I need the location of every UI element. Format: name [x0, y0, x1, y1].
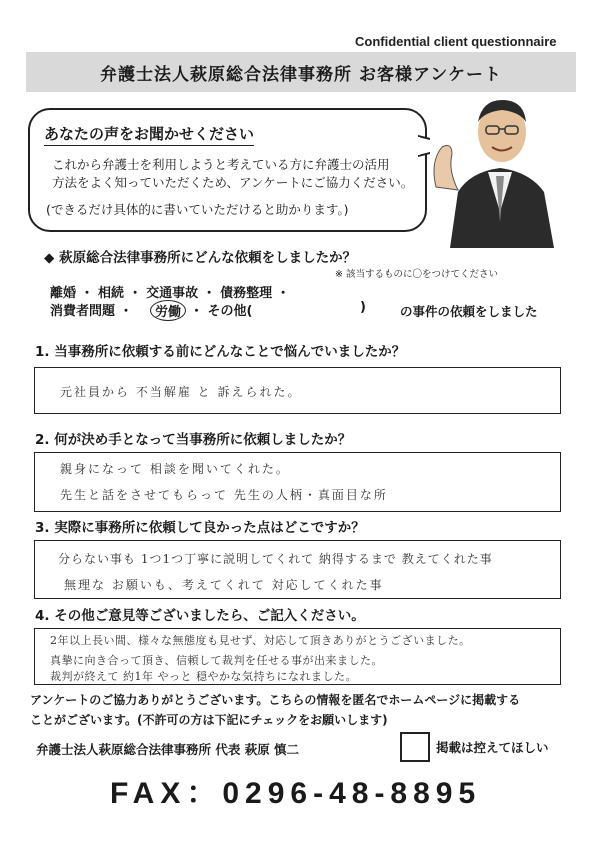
- answer-3-line-1: 分らない事も 1つ1つ丁寧に説明してくれて 納得するまで 教えてくれた事: [58, 552, 493, 566]
- firm-representative: 弁護士法人萩原総合法律事務所 代表 萩原 慎二: [36, 742, 300, 757]
- category-selected-circle[interactable]: 労働: [150, 300, 186, 321]
- title-bar: [26, 52, 576, 92]
- intro-line-1: これから弁護士を利用しようと考えている方に弁護士の活用: [52, 157, 390, 172]
- category-row-2a: 消費者問題 ・: [50, 304, 133, 319]
- answer-3-line-2: 無理な お願いも、考えてくれて 対応してくれた事: [64, 578, 384, 592]
- question-3: 3. 実際に事務所に依頼して良かった点はどこですか？: [35, 520, 365, 536]
- request-suffix: の事件の依頼をしました: [400, 304, 538, 319]
- opt-out-label: 掲載は控えてほしい: [436, 740, 549, 755]
- thanks-line-2: ことがございます。(不許可の方は下記にチェックをお願いします): [30, 713, 388, 727]
- answer-2-line-1: 親身になって 相談を聞いてくれた。: [60, 462, 290, 476]
- thanks-block: [30, 690, 572, 730]
- page-title: 弁護士法人萩原総合法律事務所 お客様アンケート: [100, 64, 502, 85]
- request-question: ◆ 萩原総合法律事務所にどんな依頼をしましたか？: [44, 250, 357, 266]
- intro-line-3: (できるだけ具体的に書いていただけると助かります。): [46, 202, 349, 217]
- answer-4-line-3: 裁判が終えて 約1年 やっと 穏やかな気持ちになれました。: [50, 670, 357, 683]
- request-note: ※ 該当するものに〇をつけてください: [335, 269, 498, 280]
- answer-2-line-2: 先生と話をさせてもらって 先生の人柄・真面目な所: [60, 488, 388, 502]
- answer-4-line-2: 真摯に向き合って頂き、信頼して裁判を任せる事が出来ました。: [50, 654, 384, 667]
- category-row-1: 離婚 ・ 相続 ・ 交通事故 ・ 債務整理 ・: [50, 286, 290, 301]
- answer-4-line-1: 2年以上長い間、様々な無態度も見せず、対応して頂きありがとうございました。: [50, 634, 471, 647]
- question-1: 1. 当事務所に依頼する前にどんなことで悩んでいましたか？: [35, 344, 406, 360]
- category-row-2-close: ): [360, 300, 366, 315]
- fax-number: FAX：0296-48-8895: [110, 777, 482, 810]
- confidential-label: Confidential client questionnaire: [355, 34, 557, 49]
- intro-line-2: 方法をよく知っていただくため、アンケートにご協力ください。: [52, 175, 414, 190]
- category-row-2b: ・ その他(: [190, 304, 253, 319]
- intro-heading: あなたの声をお聞かせください: [44, 123, 254, 146]
- question-4: 4. その他ご意見等ございましたら、ご記入ください。: [35, 608, 365, 624]
- answer-1-line-1: 元社員から 不当解雇 と 訴えられた。: [60, 385, 302, 399]
- question-2: 2. 何が決め手となって当事務所に依頼しましたか？: [35, 432, 352, 448]
- opt-out-checkbox[interactable]: [400, 732, 430, 762]
- lawyer-portrait: [430, 92, 572, 248]
- thanks-line-1: アンケートのご協力ありがとうございます。こちらの情報を匿名でホームページに掲載する: [30, 693, 521, 707]
